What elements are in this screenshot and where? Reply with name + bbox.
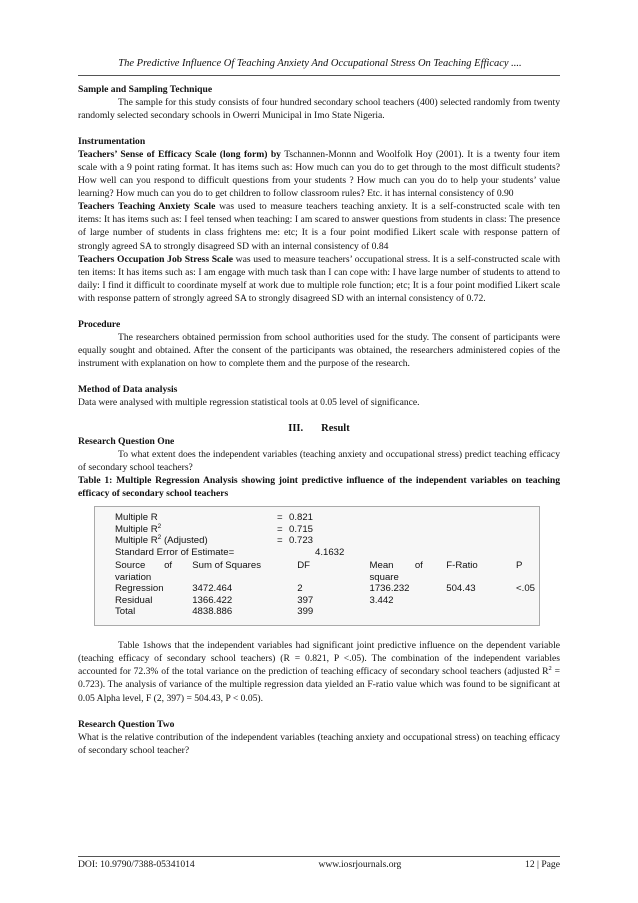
result-section-title [78,422,560,435]
table1-caption: Table 1: Multiple Regression Analysis showing joint predictive influence of the independent variables on teaching efficacy of secondary school teachers [78,475,560,500]
footer-doi: DOI: 10.9790/7388-05341014 [78,859,195,870]
table-row: Residual 1366.422 397 3.442 [115,594,394,606]
tses-lead: Teachers’ Sense of Efficacy Scale (long form) by [78,149,281,161]
table-row: Total 4838.886 399 [115,606,314,618]
method-heading: Method of Data analysis [78,383,178,395]
table1-discussion: Table 1shows that the independent variables had significant joint predictive influence on the dependent variable (teaching efficacy of secondary school teachers) (R = 0.821, P <.05). The combination of the independent variables accounted for 72.3% of the total variance on the prediction of teaching efficacy of secondary school teachers (adjusted $R^2 = 0.723$). The analysis of variance of the multiple regression data yielded an F-ratio value which was found to be significant at 0.05 Alpha level, F (2, 397) = 504.43, P < 0.05). [78,640,560,704]
multiple-r2-adjusted-row: Multiple $R^2$ (Adjusted) = 0.723 [115,534,314,547]
rq1-paragraph: To what extent does the independent variables (teaching anxiety and occupational stress) predict teaching efficacy of secondary school teachers? [78,449,560,474]
anova-header-row-2: variation square [115,571,399,583]
ttas-text: was used to measure teachers teaching anxiety. It is a self-constructed scale with ten items: It has items such as: I feel tensed when teaching: I am scared to answer questions from students in class: The presence of large number of students in class frightens me: etc; It is a four point modified Likert scale with response pattern of strongly agreed SA to strongly disagreed SD with an internal consistency of 0.84 [78,201,560,252]
tojs-paragraph [78,253,560,305]
regression-summary [115,512,375,558]
sample-heading: Sample and Sampling Technique [78,84,213,95]
header-divider [78,75,560,76]
anova-header-row: Source of Sum of Squares DF Mean of F-Ratio P [115,560,523,572]
page-footer [78,859,560,870]
tses-paragraph [78,148,560,200]
tojs-lead: Teachers Occupation Job Stress Scale [78,253,234,265]
regression-table-image [94,506,540,626]
procedure-heading: Procedure [78,318,121,330]
running-head: The Predictive Influence Of Teaching Anxiety And Occupational Stress On Teaching Efficacy .... [118,58,522,69]
rq2-heading: Research Question Two [78,718,175,730]
multiple-r-row: Multiple R = 0.821 [115,512,314,524]
rq2-paragraph: What is the relative contribution of the independent variables (teaching anxiety and occupational stress) on teaching efficacy of secondary school teacher? [78,731,560,756]
footer-divider [78,856,560,857]
multiple-r2-row: Multiple $R^2$ = 0.715 [115,522,314,535]
result-number: III. [288,423,304,435]
procedure-paragraph: The researchers obtained permission from school authorities used for the study. The consent of participants were equally sought and obtained. After the consent of the participants was obtained, the researchers administered copies of the instrument with explanation on how to complete them and the purpose of the research. [78,331,560,369]
std-error-row: Standard Error of Estimate= 4.1632 [115,546,345,558]
method-paragraph: Data were analysed with multiple regression statistical tools at 0.05 level of significance. [78,396,420,408]
footer-url[interactable]: www.iosrjournals.org [318,859,402,870]
ttas-lead: Teachers Teaching Anxiety Scale [78,201,216,213]
rq1-heading: Research Question One [78,436,175,448]
anova-table [115,560,535,618]
instrumentation-heading: Instrumentation [78,136,146,148]
article-body [78,83,560,757]
sample-paragraph: The sample for this study consists of four hundred secondary school teachers (400) selected randomly from twenty randomly selected secondary schools in Owerri Municipal in Imo State Nigeria. [78,97,560,122]
tses-text: Tschannen-Monnn and Woolfolk Hoy (2001). It is a twenty four item scale with a 9 point rating format. It has items such as: How much can you do to get through to the most difficult students? How well can you respond to difficult questions from your students ? How much can you do to help your students’ value learning? How much can you do to get children to follow classroom rules? Etc. it has internal consistency of 0.90 [78,149,560,200]
tojs-text: was used to measure teachers’ occupational stress. It is a self-constructed scale with ten items: It has items such as: I am engage with much task than I can cope with: I have large number of students to attend to daily: I find it difficult to coordinate myself at work due to multiple role function; etc; It is a four point modified Likert scale with response pattern of strongly agreed SA to strongly disagreed SD with an internal consistency of 0.72. [78,253,560,304]
footer-page-number: 12 | Page [525,859,560,870]
table-row: Regression 3472.464 2 1736.232 504.43 <.05 [115,583,535,595]
result-title: Result [321,423,350,435]
ttas-paragraph [78,200,560,252]
